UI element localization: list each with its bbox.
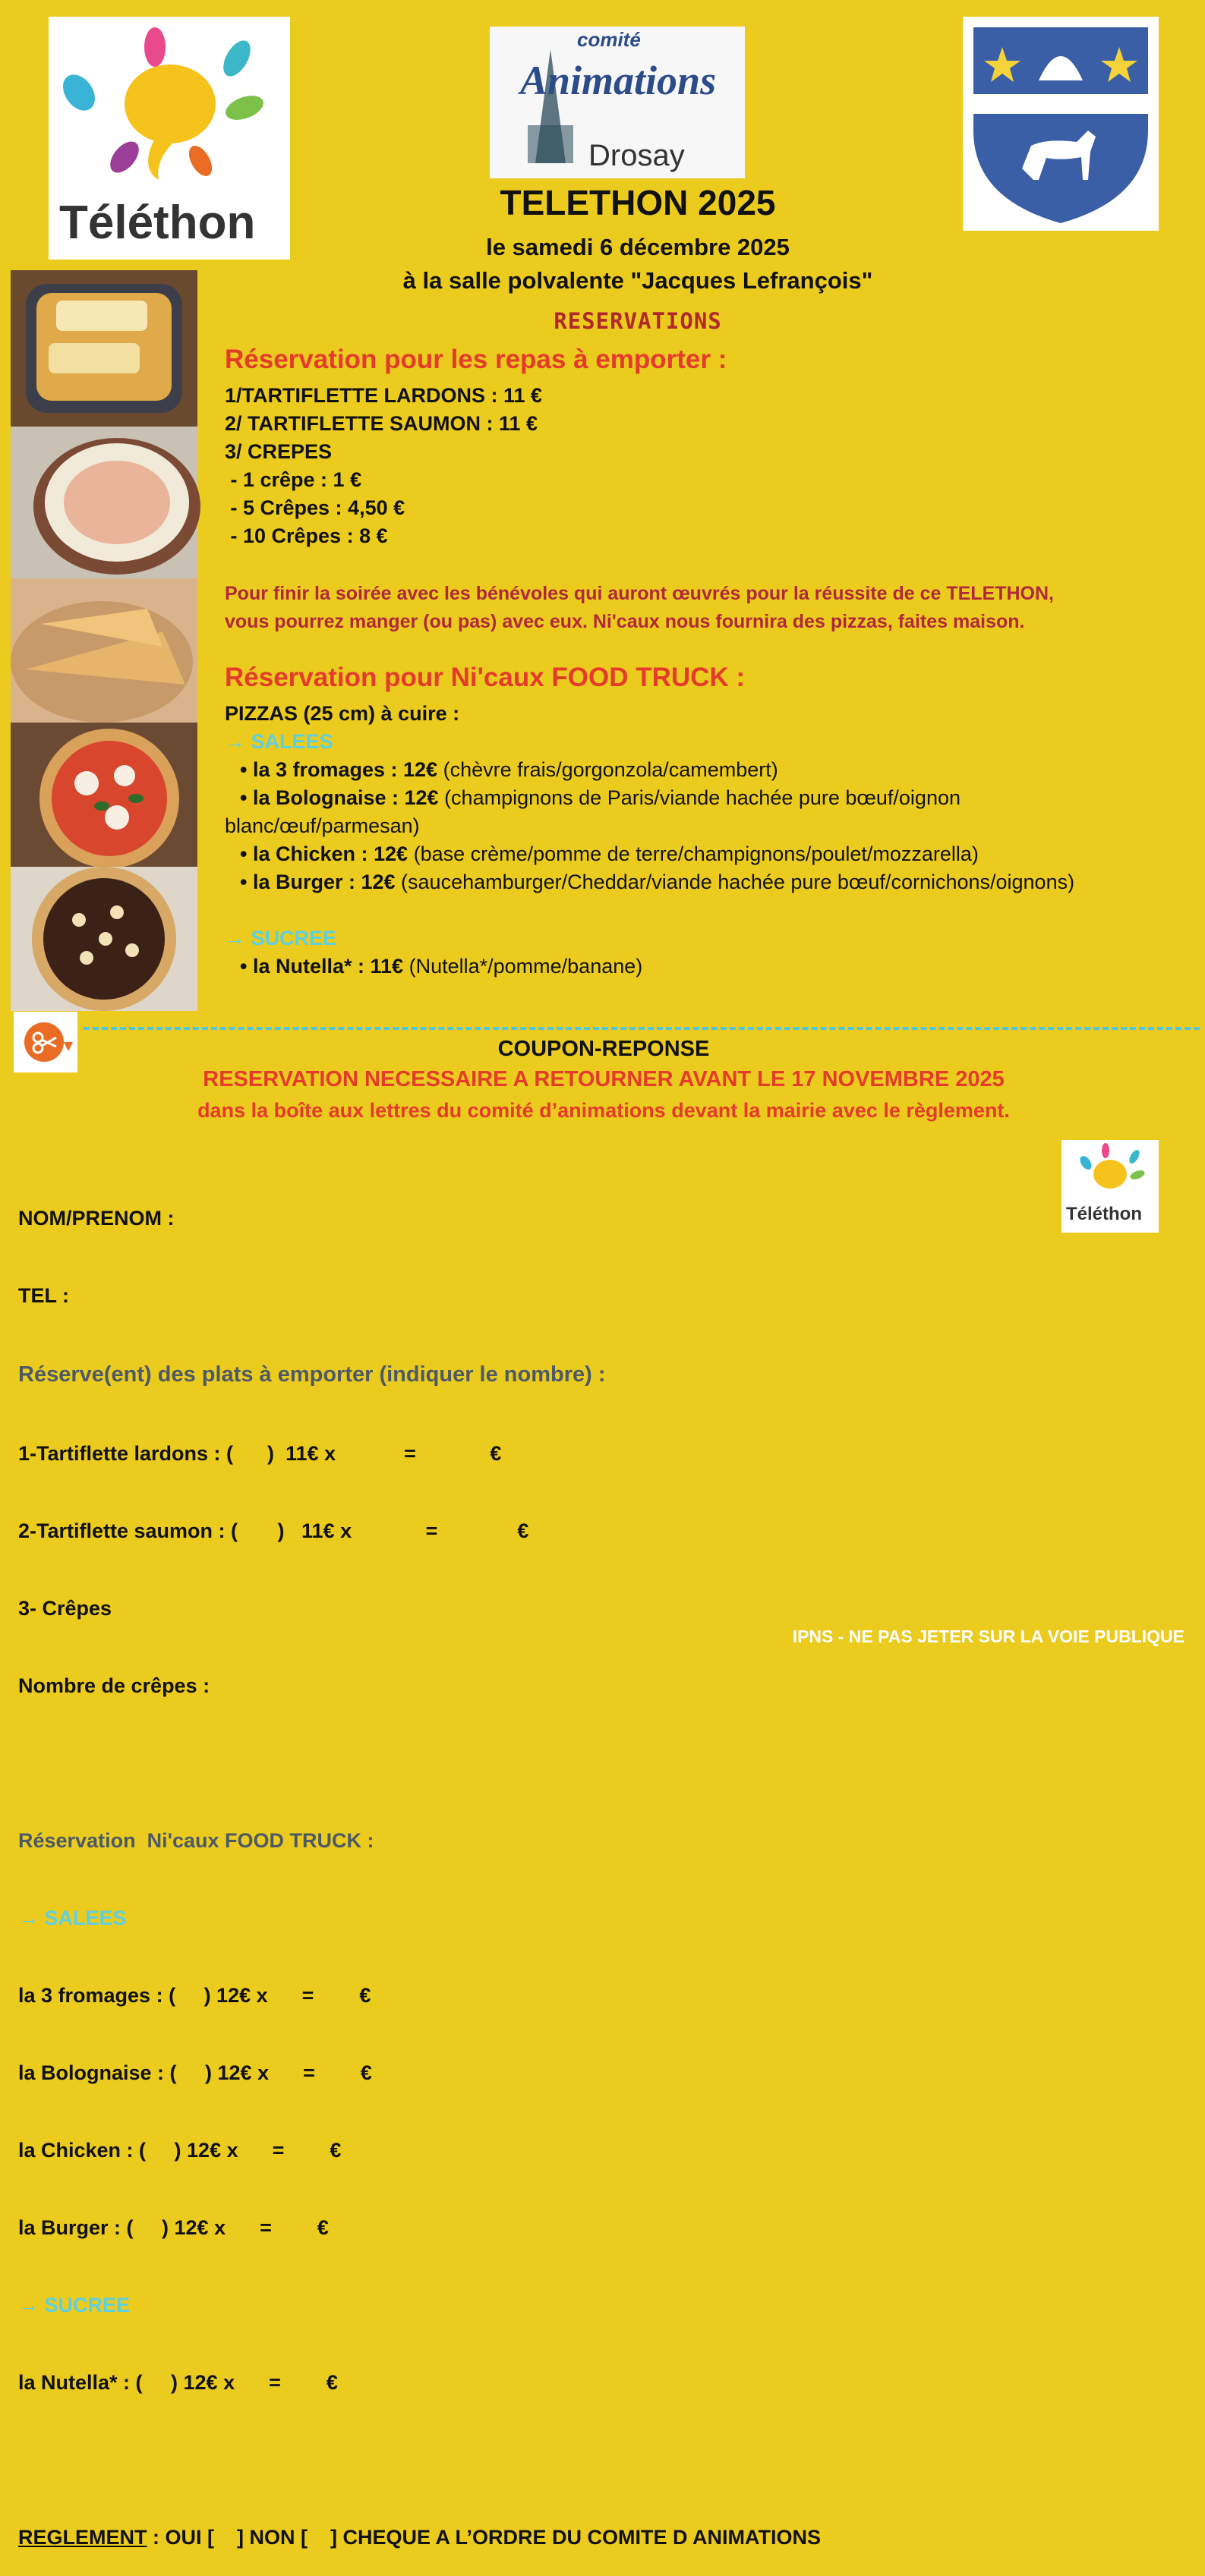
form-line: la Bolognaise : ( ) 12€ x = € <box>18 2061 372 2084</box>
pizza-desc: (base crème/pomme de terre/champignons/poulet/mozzarella) <box>408 842 979 865</box>
photo-pizza <box>11 723 197 867</box>
sucree-form-label: → SUCREE <box>18 2294 131 2316</box>
pizza-item: • la Burger : 12€ (saucehamburger/Cheddar/viande hachée pure bœuf/cornichons/oignons) <box>240 871 1075 893</box>
tel-label: TEL : <box>18 1284 69 1307</box>
reglement-line <box>18 2524 821 2550</box>
photo-tartiflette-lardons <box>11 270 197 427</box>
photo-tartiflette-saumon <box>11 427 197 578</box>
salees-label: → SALEES <box>225 730 333 753</box>
evening-note <box>225 580 1054 636</box>
pizza-item: • la Nutella* : 11€ (Nutella*/pomme/banane) <box>240 955 643 978</box>
ipns-footer: IPNS - NE PAS JETER SUR LA VOIE PUBLIQUE <box>792 1627 1184 1646</box>
form-line: Nombre de crêpes : <box>18 1674 210 1697</box>
takeaway-item: 2/ TARTIFLETTE SAUMON : 11 € <box>225 412 538 435</box>
form-line: 2-Tartiflette saumon : ( ) 11€ x = € <box>18 1519 529 1542</box>
form-line: la 3 fromages : ( ) 12€ x = € <box>18 1984 371 2007</box>
coupon-form <box>18 1154 821 2576</box>
telethon-logo <box>49 17 290 260</box>
form-line: la Burger : ( ) 12€ x = € <box>18 2216 329 2239</box>
pizza-name: la Nutella* : 11€ <box>252 955 404 978</box>
telethon-logo-small-text: Téléthon <box>1066 1204 1142 1224</box>
photo-nutella-pizza <box>11 867 197 1011</box>
foodtruck-menu <box>225 700 1074 981</box>
takeaway-list <box>225 382 542 550</box>
evening-note-line: Pour finir la soirée avec les bénévoles qui auront œuvrés pour la réussite de ce TELETHON, <box>225 583 1054 604</box>
comite-small-text: comité <box>577 28 641 51</box>
takeaway-item: - 1 crêpe : 1 € <box>225 468 362 491</box>
pizza-item: • la Chicken : 12€ (base crème/pomme de terre/champignons/poulet/mozzarella) <box>240 842 979 865</box>
photo-crepes <box>11 578 197 723</box>
reglement-options: : OUI [ ] NON [ ] CHEQUE A L’ORDRE DU COMITE D ANIMATIONS <box>147 2526 821 2549</box>
pizza-name: la Bolognaise : 12€ <box>252 786 439 809</box>
comite-animations-logo <box>490 27 745 178</box>
takeaway-item: - 5 Crêpes : 4,50 € <box>225 496 405 519</box>
event-date: le samedi 6 décembre 2025 <box>486 234 790 260</box>
salees-form-label: → SALEES <box>18 1907 127 1929</box>
coupon-instructions: dans la boîte aux lettres du comité d’animations devant la mairie avec le règlement. <box>197 1099 1010 1122</box>
event-venue: à la salle polvalente "Jacques Lefrançois" <box>402 267 873 294</box>
form-line: 1-Tartiflette lardons : ( ) 11€ x = € <box>18 1442 502 1465</box>
takeaway-item: 3/ CREPES <box>225 440 333 463</box>
coupon-title: COUPON-REPONSE <box>497 1037 710 1061</box>
pizza-item: • la 3 fromages : 12€ (chèvre frais/gorgonzola/camembert) <box>240 758 778 781</box>
telethon-logo-text: Téléthon <box>59 197 256 249</box>
foodtruck-form-heading: Réservation Ni'caux FOOD TRUCK : <box>18 1829 374 1852</box>
takeaway-item: - 10 Crêpes : 8 € <box>225 524 388 547</box>
pizza-desc-continued: blanc/œuf/parmesan) <box>225 814 420 837</box>
pizza-name: la Chicken : 12€ <box>252 842 409 865</box>
form-line: la Nutella* : ( ) 12€ x = € <box>18 2371 338 2394</box>
form-line: 3- Crêpes <box>18 1597 112 1620</box>
comite-main-text: Animations <box>520 58 717 103</box>
foodtruck-heading: Réservation pour Ni'caux FOOD TRUCK : <box>225 663 746 692</box>
pizzas-label: PIZZAS (25 cm) à cuire : <box>225 702 460 725</box>
pizza-desc: (Nutella*/pomme/banane) <box>403 955 643 978</box>
reglement-label: REGLEMENT <box>18 2526 147 2549</box>
drosay-coat-of-arms <box>963 17 1159 231</box>
comite-town-text: Drosay <box>588 139 685 172</box>
pizza-desc: (champignons de Paris/viande hachée pure bœuf/oignon <box>438 786 961 809</box>
event-title: TELETHON 2025 <box>500 183 776 222</box>
pizza-name: la Burger : 12€ <box>252 871 396 893</box>
pizza-name: la 3 fromages : 12€ <box>252 758 438 781</box>
reservations-heading: RESERVATIONS <box>554 308 722 334</box>
nom-prenom-label: NOM/PRENOM : <box>18 1207 175 1230</box>
pizza-desc: (saucehamburger/Cheddar/viande hachée pure bœuf/cornichons/oignons) <box>395 871 1075 893</box>
takeaway-item: 1/TARTIFLETTE LARDONS : 11 € <box>225 384 543 407</box>
reserve-heading: Réserve(ent) des plats à emporter (indiquer le nombre) : <box>18 1362 606 1387</box>
pizza-item: • la Bolognaise : 12€ (champignons de Paris/viande hachée pure bœuf/oignon <box>240 786 961 809</box>
evening-note-line: vous pourrez manger (ou pas) avec eux. Ni'caux nous fournira des pizzas, faites maison. <box>225 611 1025 632</box>
scissors-icon <box>14 1012 77 1072</box>
coupon-deadline: RESERVATION NECESSAIRE A RETOURNER AVANT LE 17 NOVEMBRE 2025 <box>203 1067 1005 1091</box>
cut-dashed-line <box>84 1027 1200 1030</box>
form-line: la Chicken : ( ) 12€ x = € <box>18 2139 342 2162</box>
sucree-label: → SUCREE <box>225 927 337 949</box>
pizza-desc: (chèvre frais/gorgonzola/camembert) <box>437 758 778 781</box>
telethon-logo-small <box>1061 1140 1159 1233</box>
takeaway-heading: Réservation pour les repas à emporter : <box>225 345 727 374</box>
